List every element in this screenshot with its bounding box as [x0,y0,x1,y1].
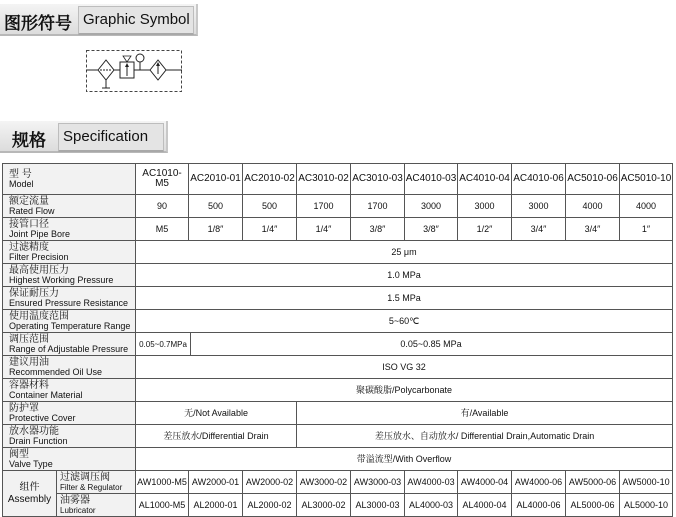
label-cn: 型 号 [9,168,32,180]
adjust-small-value: 0.05~0.7MPa [136,333,191,355]
model-cell: AC2010-01 [189,164,243,195]
al-model-cell: AL5000-10 [620,494,673,517]
row-adjust [3,333,673,356]
label-cn: 阀型 [9,448,29,460]
row-max-pressure [3,264,673,287]
al-model-cell: AL4000-03 [405,494,458,517]
label-cn: 过滤调压阀 [60,471,110,483]
graphic-title-cn: 图形符号 [4,14,72,33]
al-model-cell: AL2000-02 [243,494,297,517]
al-model-cell: AL5000-06 [566,494,620,517]
drain-differential: 差压放水/Differential Drain [136,425,297,448]
al-model-cell: AL4000-04 [458,494,512,517]
bore-cell: 3/4″ [512,218,566,241]
label-temp [3,310,136,333]
label-oil [3,356,136,379]
bore-cell: 1″ [620,218,673,241]
flow-cell: 3000 [458,195,512,218]
label-en: Assembly [7,493,52,505]
label-en: Container Material [9,389,83,400]
label-en: Drain Function [9,435,68,446]
label-cn: 容器材料 [9,379,49,391]
ensured-value: 1.5 MPa [136,287,673,310]
label-max-pressure [3,264,136,287]
graphic-title-box [78,6,194,35]
bore-cell: 3/4″ [566,218,620,241]
row-drain [3,425,673,448]
model-cell: AC5010-10 [620,164,673,195]
label-cn: 防护罩 [9,402,39,414]
oil-value: ISO VG 32 [136,356,673,379]
aw-model-cell: AW2000-01 [189,471,243,494]
graphic-title-en: Graphic Symbol [83,11,190,28]
label-en: Ensured Pressure Resistance [9,297,129,308]
bore-cell: 3/8″ [351,218,405,241]
specification-table [2,163,673,517]
row-temp [3,310,673,333]
precision-value: 25 μm [136,241,673,264]
temp-value: 5~60℃ [136,310,673,333]
flow-cell: 3000 [512,195,566,218]
row-model [3,164,673,195]
spec-title-box [58,123,164,152]
label-cn: 额定流量 [9,195,49,207]
drain-automatic: 差压放水、自动放水/ Differential Drain,Automatic Drain [297,425,673,448]
bore-cell: M5 [136,218,189,241]
al-model-cell: AL4000-06 [512,494,566,517]
label-ensured [3,287,136,310]
al-model-cell: AL3000-02 [297,494,351,517]
valve-value: 带溢流型/With Overflow [136,448,673,471]
label-cn: 组件 [19,481,40,493]
row-cover [3,402,673,425]
aw-model-cell: AW3000-03 [351,471,405,494]
flow-cell: 500 [243,195,297,218]
specification-header [0,121,170,153]
label-en: Protective Cover [9,412,76,423]
spec-title-en: Specification [63,128,149,145]
al-model-cell: AL2000-01 [189,494,243,517]
bore-cell: 1/8″ [189,218,243,241]
cover-available: 有/Available [297,402,673,425]
graphic-symbol-header [0,4,200,36]
flow-cell: 90 [136,195,189,218]
max-pressure-value: 1.0 MPa [136,264,673,287]
row-valve [3,448,673,471]
aw-model-cell: AW2000-02 [243,471,297,494]
label-container [3,379,136,402]
label-filter-regulator [57,471,136,494]
adjust-value: 0.05~0.85 MPa [400,338,462,349]
row-lubricator [3,494,673,517]
spec-title-cn: 规格 [12,131,46,150]
label-cn: 放水器功能 [9,425,59,437]
label-en: Range of Adjustable Pressure [9,343,129,354]
label-assembly [3,471,57,517]
bore-cell: 1/4″ [297,218,351,241]
model-cell: AC4010-04 [458,164,512,195]
label-en: Valve Type [9,458,53,469]
aw-model-cell: AW4000-03 [405,471,458,494]
bore-cell: 1/2″ [458,218,512,241]
model-cell: AC5010-06 [566,164,620,195]
row-precision [3,241,673,264]
aw-model-cell: AW1000-M5 [136,471,189,494]
label-precision [3,241,136,264]
cover-not-available: 无/Not Available [136,402,297,425]
label-lubricator [57,494,136,517]
label-drain [3,425,136,448]
adjust-value-cell [136,333,673,356]
label-cn: 过滤精度 [9,241,49,253]
model-cell: AC4010-06 [512,164,566,195]
row-flow [3,195,673,218]
aw-model-cell: AW4000-06 [512,471,566,494]
label-en: Recommended Oil Use [9,366,103,377]
aw-model-cell: AW3000-02 [297,471,351,494]
label-flow [3,195,136,218]
row-bore [3,218,673,241]
label-en: Filter Precision [9,251,69,262]
flow-cell: 1700 [297,195,351,218]
label-bore [3,218,136,241]
flow-cell: 1700 [351,195,405,218]
container-value: 聚碳酸脂/Polycarbonate [136,379,673,402]
aw-model-cell: AW5000-06 [566,471,620,494]
model-cell: AC2010-02 [243,164,297,195]
row-oil [3,356,673,379]
aw-model-cell: AW4000-04 [458,471,512,494]
al-model-cell: AL1000-M5 [136,494,189,517]
al-model-cell: AL3000-03 [351,494,405,517]
label-cn: 油雾器 [60,494,90,506]
model-cell: AC1010-M5 [136,164,189,195]
label-en: Lubricator [60,505,96,515]
label-cn: 保证耐压力 [9,287,59,299]
label-cn: 最高使用压力 [9,264,69,276]
label-en: Model [9,178,34,189]
label-en: Rated Flow [9,205,55,216]
model-cell: AC3010-03 [351,164,405,195]
label-cn: 使用温度范围 [9,310,69,322]
label-cn: 接管口径 [9,218,49,230]
row-container [3,379,673,402]
flow-cell: 3000 [405,195,458,218]
label-cn: 建议用油 [9,356,49,368]
row-ensured [3,287,673,310]
aw-model-cell: AW5000-10 [620,471,673,494]
label-valve [3,448,136,471]
label-cn: 调压范围 [9,333,49,345]
label-model [3,164,136,195]
model-cell: AC3010-02 [297,164,351,195]
flow-cell: 4000 [620,195,673,218]
bore-cell: 3/8″ [405,218,458,241]
model-cell: AC4010-03 [405,164,458,195]
label-en: Joint Pipe Bore [9,228,71,239]
label-en: Highest Working Pressure [9,274,114,285]
flow-cell: 4000 [566,195,620,218]
label-en: Filter & Regulator [60,482,123,492]
row-filter-regulator [3,471,673,494]
pneumatic-frl-symbol [86,48,182,94]
flow-cell: 500 [189,195,243,218]
label-en: Operating Temperature Range [9,320,131,331]
label-adjust [3,333,136,356]
label-cover [3,402,136,425]
bore-cell: 1/4″ [243,218,297,241]
